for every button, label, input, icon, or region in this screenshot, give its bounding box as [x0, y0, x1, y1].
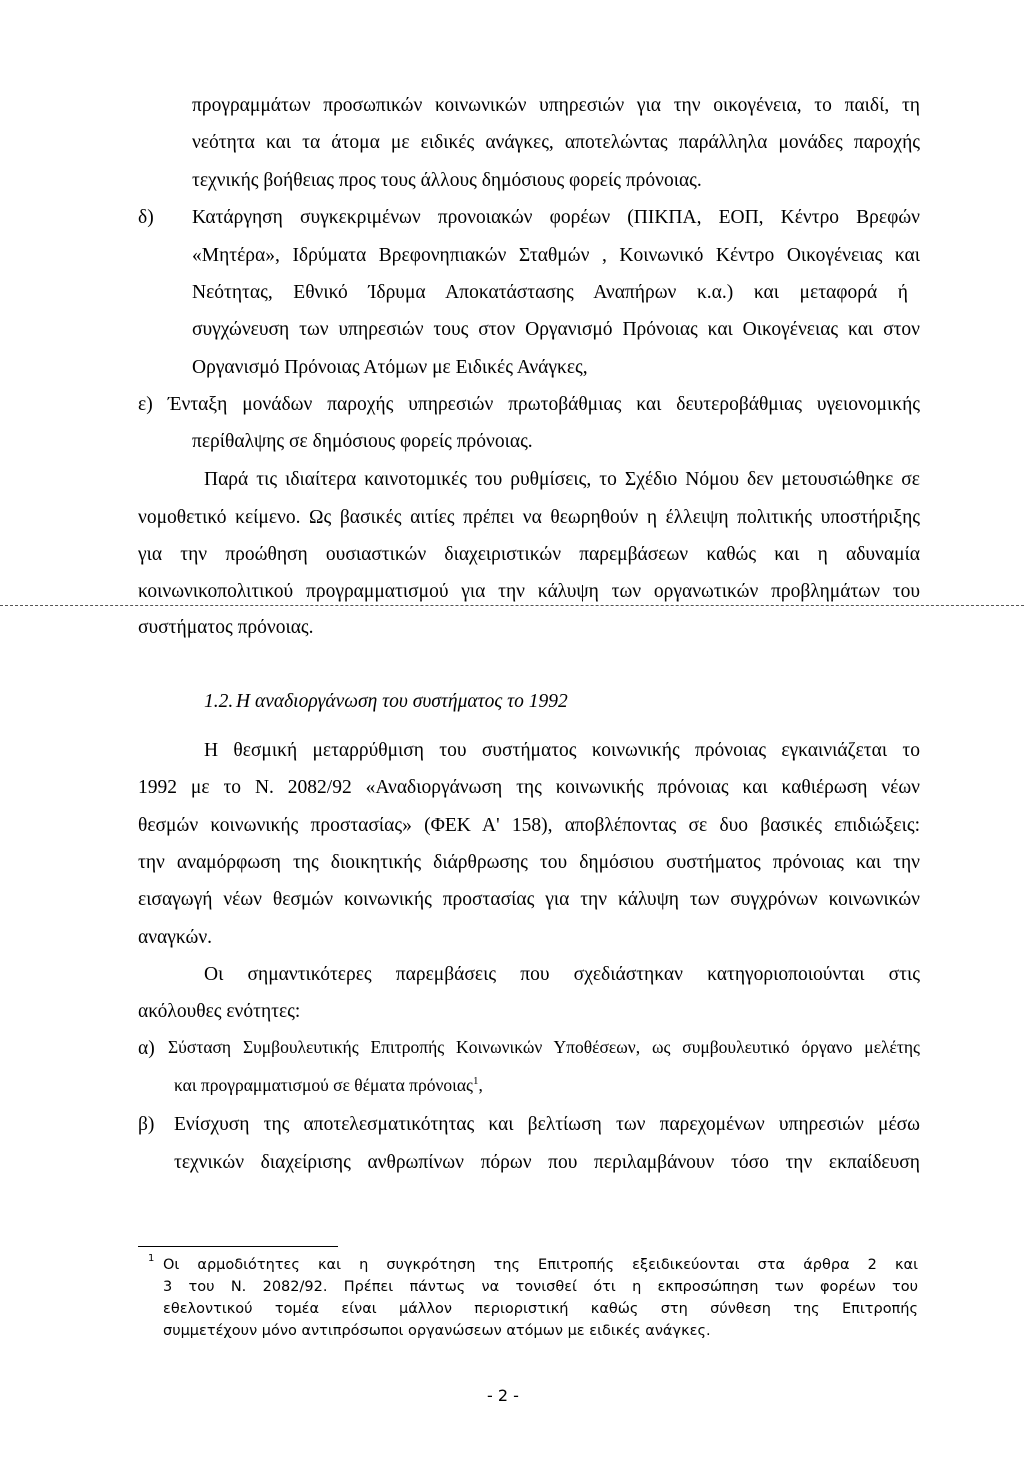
paragraph-line: Παρά τις ιδιαίτερα καινοτομικές του ρυθμίσεις, το Σχέδιο Νόμου δεν μετουσιώθηκε σε — [204, 469, 920, 490]
list-item-a-line2 — [174, 1077, 483, 1095]
section-number: 1.2. — [204, 691, 234, 712]
list-item-a-tail: , — [478, 1075, 483, 1095]
paragraph-line: για την προώθηση ουσιαστικών διαχειριστικών παρεμβάσεων καθώς και η αδυναμία — [138, 544, 920, 565]
list-item-d-line: συγχώνευση των υπηρεσιών τους στον Οργανισμό Πρόνοιας και Οικογένειας και στον — [192, 319, 920, 340]
footnote-line: 3 του Ν. 2082/92. Πρέπει πάντως να τονισθεί ότι η εκπροσώπηση των φορέων του — [163, 1279, 918, 1295]
paragraph-line: την αναμόρφωση της διοικητικής διάρθρωσης του δημόσιου συστήματος πρόνοιας και την — [138, 852, 920, 873]
list-item-d-line: Νεότητας, Εθνικό Ίδρυμα Αποκατάστασης Αναπήρων κ.α.) και μεταφορά ή — [192, 282, 908, 303]
paragraph-line: συστήματος πρόνοιας. — [138, 617, 314, 638]
paragraph-line: νομοθετικό κείμενο. Ως βασικές αιτίες πρέπει να θεωρηθούν η έλλειψη πολιτικής υποστήριξης — [138, 507, 920, 528]
section-title: Η αναδιοργάνωση του συστήματος το 1992 — [236, 691, 568, 712]
paragraph-line: αναγκών. — [138, 927, 213, 948]
footnote-separator — [138, 1246, 338, 1247]
paragraph-line: εισαγωγή νέων θεσμών κοινωνικής προστασίας για την κάλυψη των συγχρόνων κοινωνικών — [138, 889, 920, 910]
body-line: τεχνικής βοήθειας προς τους άλλους δημόσιους φορείς πρόνοιας. — [192, 170, 702, 191]
paragraph-line: Η θεσμική μεταρρύθμιση του συστήματος κοινωνικής πρόνοιας εγκαινιάζεται το — [204, 740, 920, 761]
list-item-a-line: Σύσταση Συμβουλευτικής Επιτροπής Κοινωνικών Υποθέσεων, ως συμβουλευτικό όργανο μελέτης — [168, 1037, 920, 1057]
paragraph-line: θεσμών κοινωνικής προστασίας» (ΦΕΚ Α' 158), αποβλέποντας σε δυο βασικές επιδιώξεις: — [138, 815, 920, 836]
list-label-e: ε) — [138, 394, 153, 415]
body-line: νεότητα και τα άτομα με ειδικές ανάγκες, αποτελώντας παράλληλα μονάδες παροχής — [192, 132, 920, 153]
footnote-marker: 1 — [148, 1253, 155, 1264]
list-label-b: β) — [138, 1114, 155, 1135]
body-line: προγραμμάτων προσωπικών κοινωνικών υπηρεσιών για την οικογένεια, το παιδί, τη — [192, 95, 920, 116]
list-item-a-text: και προγραμματισμού σε θέματα πρόνοιας — [174, 1075, 473, 1095]
list-label-d: δ) — [138, 207, 154, 228]
footnote-line: εθελοντικού τομέα είναι μάλλον περιοριστική καθώς στη σύνθεση της Επιτροπής — [163, 1301, 918, 1317]
list-item-d-line: Οργανισμό Πρόνοιας Ατόμων με Ειδικές Ανάγκες, — [192, 357, 588, 378]
footnote-line: συμμετέχουν μόνο αντιπρόσωποι οργανώσεων ατόμων με ειδικές ανάγκες. — [163, 1323, 711, 1339]
list-label-a: α) — [138, 1038, 155, 1059]
list-item-e-line: περίθαλψης σε δημόσιους φορείς πρόνοιας. — [192, 431, 533, 452]
paragraph-line: ακόλουθες ενότητες: — [138, 1001, 301, 1022]
footnote-line: Οι αρμοδιότητες και η συγκρότηση της Επιτροπής εξειδικεύονται στα άρθρα 2 και — [163, 1257, 918, 1273]
paragraph-line: κοινωνικοπολιτικού προγραμματισμού για την κάλυψη των οργανωτικών προβλημάτων του — [138, 581, 920, 602]
list-item-b-line: Ενίσχυση της αποτελεσματικότητας και βελτίωση των παρεχομένων υπηρεσιών μέσω — [174, 1114, 920, 1135]
page-number: - 2 - — [487, 1386, 519, 1405]
paragraph-line: Οι σημαντικότερες παρεμβάσεις που σχεδιάστηκαν κατηγοριοποιούνται στις — [204, 964, 920, 985]
list-item-b-line: τεχνικών διαχείρισης ανθρωπίνων πόρων που περιλαμβάνουν τόσο την εκπαίδευση — [174, 1152, 920, 1173]
footnote-ref[interactable]: 1 — [472, 1075, 479, 1088]
scan-dashed-divider — [0, 605, 1024, 606]
paragraph-line: 1992 με το Ν. 2082/92 «Αναδιοργάνωση της κοινωνικής πρόνοιας και καθιέρωση νέων — [138, 777, 920, 798]
list-item-d-line: «Μητέρα», Ιδρύματα Βρεφονηπιακών Σταθμών , Κοινωνικό Κέντρο Οικογένειας και — [192, 245, 920, 266]
list-item-e-line: Ένταξη μονάδων παροχής υπηρεσιών πρωτοβάθμιας και δευτεροβάθμιας υγειονομικής — [168, 394, 920, 415]
list-item-d-line: Κατάργηση συγκεκριμένων προνοιακών φορέων (ΠΙΚΠΑ, ΕΟΠ, Κέντρο Βρεφών — [192, 207, 920, 228]
